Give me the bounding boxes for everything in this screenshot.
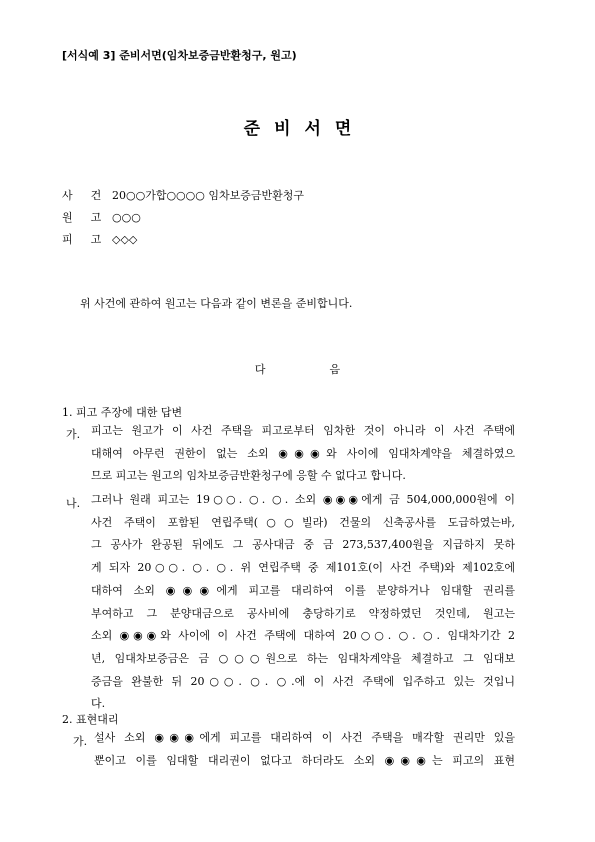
- plaintiff-label: 원고: [62, 211, 120, 224]
- section-2-heading: 2. 표현대리: [62, 713, 119, 726]
- section-2-ga-marker: 가.: [73, 735, 88, 748]
- section-1-ga-marker: 가.: [66, 428, 81, 441]
- dah-char-2: 음: [329, 363, 341, 376]
- form-label: [서식예 3] 준비서면(임차보증금반환청구, 원고): [62, 49, 297, 62]
- paragraph-line: 설사 소외 ◉◉◉에게 피고를 대리하여 이 사건 주택을 매각할 권리만 있을: [94, 731, 515, 744]
- case-row: [62, 187, 304, 203]
- paragraph-line: 므로 피고는 원고의 임차보증금반환청구에 응할 수 없다고 합니다.: [91, 469, 406, 483]
- paragraph-line: 대하여 소외 ◉◉◉에게 피고를 대리하여 이를 분양하거나 임대할 권리를: [91, 583, 515, 597]
- section-2-ga-paragraph: [94, 727, 515, 772]
- paragraph-line: 다.: [91, 697, 106, 711]
- paragraph-line: 게 되자 20○○. ○. ○. 위 연립주택 중 제101호(이 사건 주택)와 제102호에: [91, 561, 515, 575]
- case-value: 20○○가합○○○○ 임차보증금반환청구: [112, 189, 304, 202]
- section-1-heading: 1. 피고 주장에 대한 답변: [62, 406, 183, 419]
- document-title: 준비서면: [243, 119, 366, 139]
- plaintiff-value: ○○○: [112, 211, 141, 224]
- dah-heading: [0, 361, 595, 377]
- defendant-label: 피고: [62, 233, 120, 246]
- case-label: 사건: [62, 189, 120, 202]
- plaintiff-row: [62, 209, 141, 225]
- defendant-value: ◇◇◇: [112, 233, 138, 246]
- paragraph-line: 소외 ◉◉◉와 사이에 이 사건 주택에 대하여 20○○. ○. ○. 임대차기간 2: [91, 629, 515, 643]
- paragraph-line: 증금을 완불한 뒤 20○○. ○. ○.에 이 사건 주택에 입주하고 있는 것입니: [91, 674, 515, 688]
- paragraph-line: 그 공사가 완공된 뒤에도 그 공사대금 중 금 273,537,400원을 지급하지 못하: [91, 538, 515, 552]
- paragraph-line: 그러나 원래 피고는 19○○. ○. ○. 소외 ◉◉◉에게 금 504,000,000원에 이: [91, 493, 515, 506]
- paragraph-line: 피고는 원고가 이 사건 주택을 피고로부터 임차한 것이 아니라 이 사건 주택에: [91, 424, 515, 437]
- paragraph-line: 부여하고 그 분양대금으로 공사비에 충당하기로 약정하였던 것인데, 원고는: [91, 606, 515, 620]
- intro-paragraph: 위 사건에 관하여 원고는 다음과 같이 변론을 준비합니다.: [80, 297, 353, 310]
- section-1-na-paragraph: [91, 489, 515, 716]
- paragraph-line: 대해여 아무런 권한이 없는 소외 ◉◉◉와 사이에 임대차계약을 체결하였으: [91, 446, 515, 460]
- paragraph-line: 년, 임대차보증금은 금 ○○○원으로 하는 임대차계약을 체결하고 그 임대보: [91, 651, 515, 665]
- section-1-na-marker: 나.: [66, 497, 81, 510]
- dah-char-1: 다: [254, 363, 266, 376]
- section-1-ga-paragraph: [91, 420, 515, 488]
- paragraph-line: 사건 주택이 포함된 연립주택(○○빌라) 건물의 신축공사를 도급하였는바,: [91, 515, 515, 529]
- defendant-row: [62, 231, 137, 247]
- paragraph-line: 뿐이고 이를 임대할 대리권이 없다고 하더라도 소외 ◉◉◉는 피고의 표현: [94, 753, 515, 767]
